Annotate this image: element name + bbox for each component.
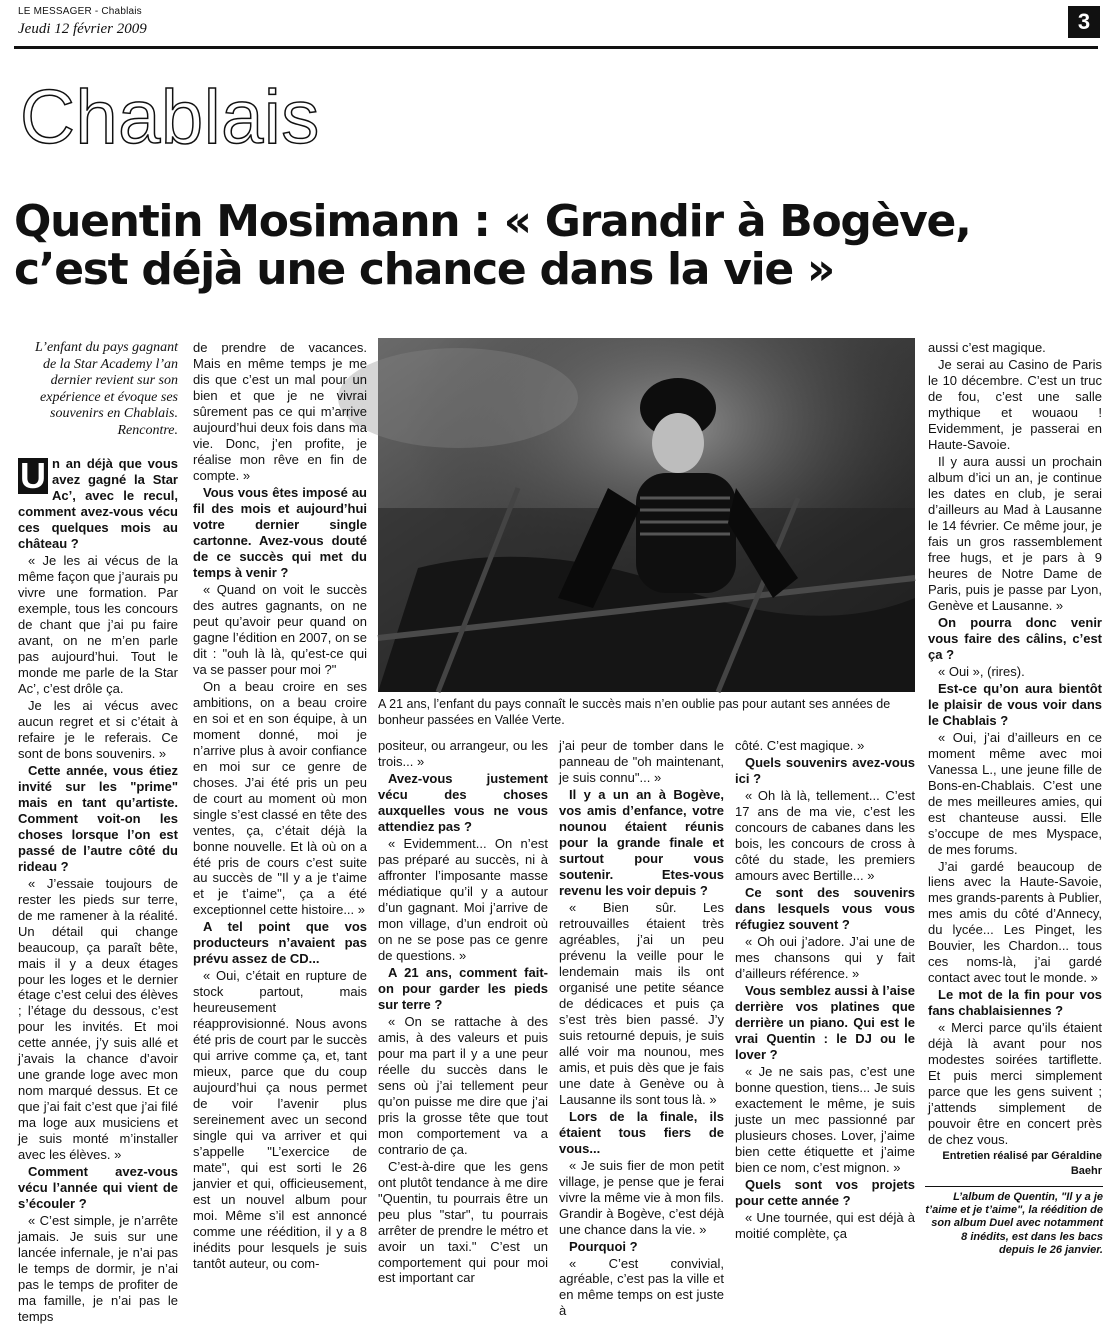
drop-cap: U — [20, 455, 46, 496]
question-2: Cette année, vous étiez invité sur les "prime" mais en tant qu’artiste. Comment voit-on les choses lorsque l’on est passé de l’autre côté du rideau ? — [18, 762, 178, 874]
answer-7b: C’est-à-dire que les gens ont plutôt tendance à me dire "Quentin, tu pourrais être un peu plus "star", tu pourrais arrêter de prendre le métro et avoir un taxi." C’est un comportement qui pour moi est important car — [378, 1158, 548, 1286]
question-4: Vous vous êtes imposé au fil des mois et aujourd’hui votre dernier single cartonne. Avez-vous douté de ce succès qui met du temps à venir ? — [193, 484, 367, 580]
photo-caption: A 21 ans, l’enfant du pays connaît le succès mais n’en oublie pas pour autant ses années de bonheur passées en Vallée Verte. — [378, 697, 891, 727]
answer-6: « Evidemment... On n’est pas préparé au succès, ni à affronter l’imposante masse médiatique qu’il y a autour d’un gagnant. Moi j’arrive de mon village, d’un endroit où on ne se pose pas ce genre de questions. » — [378, 835, 548, 963]
article-column-5 — [735, 738, 915, 1243]
answer-9: « Je suis fier de mon petit village, je pense que je ferai vivre la même vie à mon fils. Grandir à Bogève, c’est déjà une chance dans la vie. » — [559, 1157, 724, 1237]
answer-2: « J’essaie toujours de rester les pieds sur terre, de me ramener à la réalité. Un détail qui change beaucoup, ça paraît bête, mais il y a deux étages pour les loges et le dernier étage c’est celui des élèves ; l’étage du dessous, c’est pour les invités. Et moi cette année, j’y suis allé et j’avais la chance d’avoir une grande loge avec mon nom marqué dessus. Et ce que j’ai fait c’est que j’ai filé ma loge aux musiciens et je suis monté m’installer avec les élèves. » — [18, 875, 178, 1163]
question-11: Quels souvenirs avez-vous ici ? — [735, 754, 915, 786]
answer-15: « Oui », (rires). — [938, 663, 1025, 679]
question-1: n an déjà que vous avez gagné la Star Ac’, avec le recul, comment avez-vous vécu ces quelques mois au château ? — [18, 456, 178, 551]
question-14: Quels sont vos projets pour cette année ? — [735, 1176, 915, 1208]
answer-5: « Oui, c’était en rupture de stock partout, mais heureusement réapprovisionné. Nous avons été pris de court par le succès qui arrive comme ça, et, tant mieux, parce que du coup aujourd’hui ça nous permet de voir l’avenir plus sereinement avec un second single qui va arriver et qui s’appelle "L’exercice de mate", qui est sorti le 26 janvier et qui, officieusement, est un nouvel album pour moi. Même s’il est annoncé comme une réédition, il y a 8 inédits pour lesquels je suis tantôt auteur, ou com- — [193, 968, 367, 1272]
article-column-1 — [18, 456, 178, 1326]
answer-3a: « C’est simple, je n’arrête jamais. Je suis sur une lancée infernale, je n’ai pas le temps de dormir, je n’ai pas le temps de profiter de ma famille, je n’ai pas le temps — [18, 1213, 178, 1325]
page-number: 3 — [1068, 6, 1100, 38]
article-column-4 — [559, 738, 724, 1320]
article-column-3 — [378, 738, 548, 1287]
answer-17: « Merci parce qu’ils étaient déjà là avant pour nos modestes soirées tartiflette. Et puis merci simplement parce que les gens suivent ; j’attends simplement de pouvoir être en concert près de chez vous. — [928, 1020, 1102, 1148]
answer-14d: Il y aura aussi un prochain album d’ici un an, je continue les dates en club, je serai d’ailleurs au Mad à Lausanne le 14 février. Ce même jour, je fais un gros rassemblement free hugs, et je pars à 9 heures de Notre Dame de Paris, puis je passe par Lyon, Genève et Lausanne. » — [928, 453, 1102, 613]
question-6: Avez-vous justement vécu des choses auxquelles vous ne vous attendiez pas ? — [378, 770, 548, 834]
headline-line-1: Quentin Mosimann : « Grandir à Bogève, — [14, 196, 971, 247]
answer-1b: Je les ai vécus avec aucun regret et si c’était à refaire je le referais. Ce sont de bons souvenirs. » — [18, 697, 178, 761]
answer-11: « Oh là là, tellement... C’est 17 ans de ma vie, c’est les concours de cabanes dans les bois, les concours de cross à côté du stade, les premiers amours avec Bertille... » — [735, 787, 915, 883]
question-12: Ce sont des souvenirs dans lesquels vous vous réfugiez souvent ? — [735, 884, 915, 932]
headline-line-2: c’est déjà une chance dans la vie » — [14, 243, 835, 295]
publication-date: Jeudi 12 février 2009 — [18, 21, 147, 37]
answer-1a: « Je les ai vécus de la même façon que j’aurais pu vivre une formation. Par exemple, tous les concours de chant que j’ai pu faire avant, on ne m’en parle pas aujourd’hui. Tout le monde me parle de la Star Ac’, c’est drôle ça. — [18, 552, 178, 696]
section-title: Chablais — [20, 75, 320, 160]
question-9: Lors de la finale, ils étaient tous fiers de vous... — [559, 1108, 724, 1156]
answer-3b: de prendre de vacances. Mais en même temps je me dis que c’est un mal pour un bien et que je ne vivrai sûrement pas ce qui m’arrive aujourd’hui deux fois dans ma vie. Donc, j’en profite, je réalise mon rêve en fin de compte. » — [193, 340, 367, 483]
question-16: Est-ce qu’on aura bientôt le plaisir de vous voir dans le Chablais ? — [928, 680, 1102, 728]
headline — [14, 198, 1104, 293]
answer-5b: positeur, ou arrangeur, ou les trois... » — [378, 738, 548, 769]
masthead: LE MESSAGER - Chablais — [18, 6, 142, 17]
answer-4a: « Quand on voit le succès des autres gagnants, on ne peut qu’avoir peur quand on gagne l’édition en 2007, on se dit : "ouh là là, qu’est-ce qui va se passer pour moi ?" — [193, 581, 367, 677]
answer-14b: aussi c’est magique. — [928, 340, 1046, 355]
answer-16a: « Oui, j’ai d’ailleurs en ce moment même avec moi Vanessa L., une jeune fille de Bons-en-Chablais. C’est une de mes meilleures amies, qui est chanteuse aussi. Elle s’occupe de mes Myspace, de mes forums. — [928, 729, 1102, 857]
header-rule — [14, 46, 1098, 49]
photo-illustration — [378, 338, 915, 692]
question-10: Pourquoi ? — [569, 1238, 638, 1254]
album-note: L’album de Quentin, "Il y a je t’aime et je t’aime", la réédition de son album Duel avec notamment 8 inédits, est dans les bacs depuis le 26 janvier. — [925, 1186, 1103, 1257]
answer-16b: J’ai gardé beaucoup de liens avec la Haute-Savoie, mes grands-parents à Publier, mes amis du côté d’Annecy, du lycée... Les Pinget, les Bouvier, les Chardon... tous ces noms-là, j’ai gardé contact avec tout le monde. » — [928, 858, 1102, 986]
question-8: Il y a un an à Bogève, vos amis d’enfance, votre nounou étaient réunis pour la grande finale et surtout pour vous soutenir. Etes-vous revenu les voir depuis ? — [559, 786, 724, 898]
answer-13: « Je ne sais pas, c’est une bonne question, tiens... Je suis exactement le même, je suis juste un mec passionné par plusieurs choses. Lover, j’aime bien cette étiquette et j’aime bien ce nom, c’est mignon. » — [735, 1063, 915, 1175]
answer-4b: On a beau croire en ses ambitions, on a beau croire en soi et en son équipe, à un moment donné, moi je n’arrive plus à avoir confiance en moi sur ce genre de choses. J’ai été pris un peu de court au moment où mon single s’est classé en tête des ventes, ça, c’était déjà la bonne nouvelle. Et là où on a été pris de cours c’est suite au succès de "Il y a je t’aime et je t’aime", ça a été exceptionnel cette histoire... » — [193, 678, 367, 918]
answer-12: « Oh oui j’adore. J’ai une de mes chansons qui y fait d’ailleurs référence. » — [735, 933, 915, 981]
answer-8: « Bien sûr. Les retrouvailles étaient très agréables, j’ai un peu prévenu la veille pour le lendemain mais ils ont organisé une petite séance de dédicaces et puis ça s’est très bien passé. J’y suis retourné depuis, je suis allé voir ma nounou, mes amis, et puis dès que je fais une date à Genève ou à Lausanne ils sont tous là. » — [559, 899, 724, 1107]
interview-credit: Entretien réalisé par Géraldine Baehr — [942, 1150, 1102, 1177]
answer-14: « Une tournée, qui est déjà à moitié complète, ça — [735, 1209, 915, 1241]
question-3: Comment avez-vous vécu l’année qui vient de s’écouler ? — [18, 1164, 178, 1212]
answer-7c: j’ai peur de tomber dans le panneau de "oh maintenant, je suis connu"... » — [559, 738, 724, 785]
article-column-2 — [193, 340, 367, 1273]
question-5: A tel point que vos producteurs n’avaient pas prévu assez de CD... — [193, 919, 367, 967]
answer-10b: côté. C’est magique. » — [735, 738, 865, 753]
answer-7a: « On se rattache à des amis, à des valeurs et puis pour ma part il y a une peur réelle du succès dans le sens où j’ai tellement peur qu’on puisse me dire que j’ai pris la grosse tête que tout mon comportement va a contrario de ça. — [378, 1013, 548, 1157]
article-intro: L’enfant du pays gagnant de la Star Academy l’an dernier revient sur son expérience et évoque ses souvenirs en Chablais. Rencontre. — [35, 340, 178, 438]
question-15: On pourra donc venir vous faire des câlins, c’est ça ? — [928, 614, 1102, 662]
question-17: Le mot de la fin pour vos fans chablaisiennes ? — [928, 987, 1102, 1019]
article-photo — [378, 338, 915, 692]
answer-10: « C’est convivial, agréable, c’est pas la ville et en même temps on est juste à — [559, 1255, 724, 1319]
answer-14c: Je serai au Casino de Paris le 10 décembre. C’est un truc de fou, c’est une salle mythique et wouaou ! Evidemment, je passerai en Haute-Savoie. — [928, 356, 1102, 452]
question-13: Vous semblez aussi à l’aise derrière vos platines que derrière un piano. Qui est le vrai Quentin : le DJ ou le lover ? — [735, 982, 915, 1062]
question-7: A 21 ans, comment fait-on pour garder les pieds sur terre ? — [378, 964, 548, 1012]
article-column-6 — [928, 340, 1102, 1179]
